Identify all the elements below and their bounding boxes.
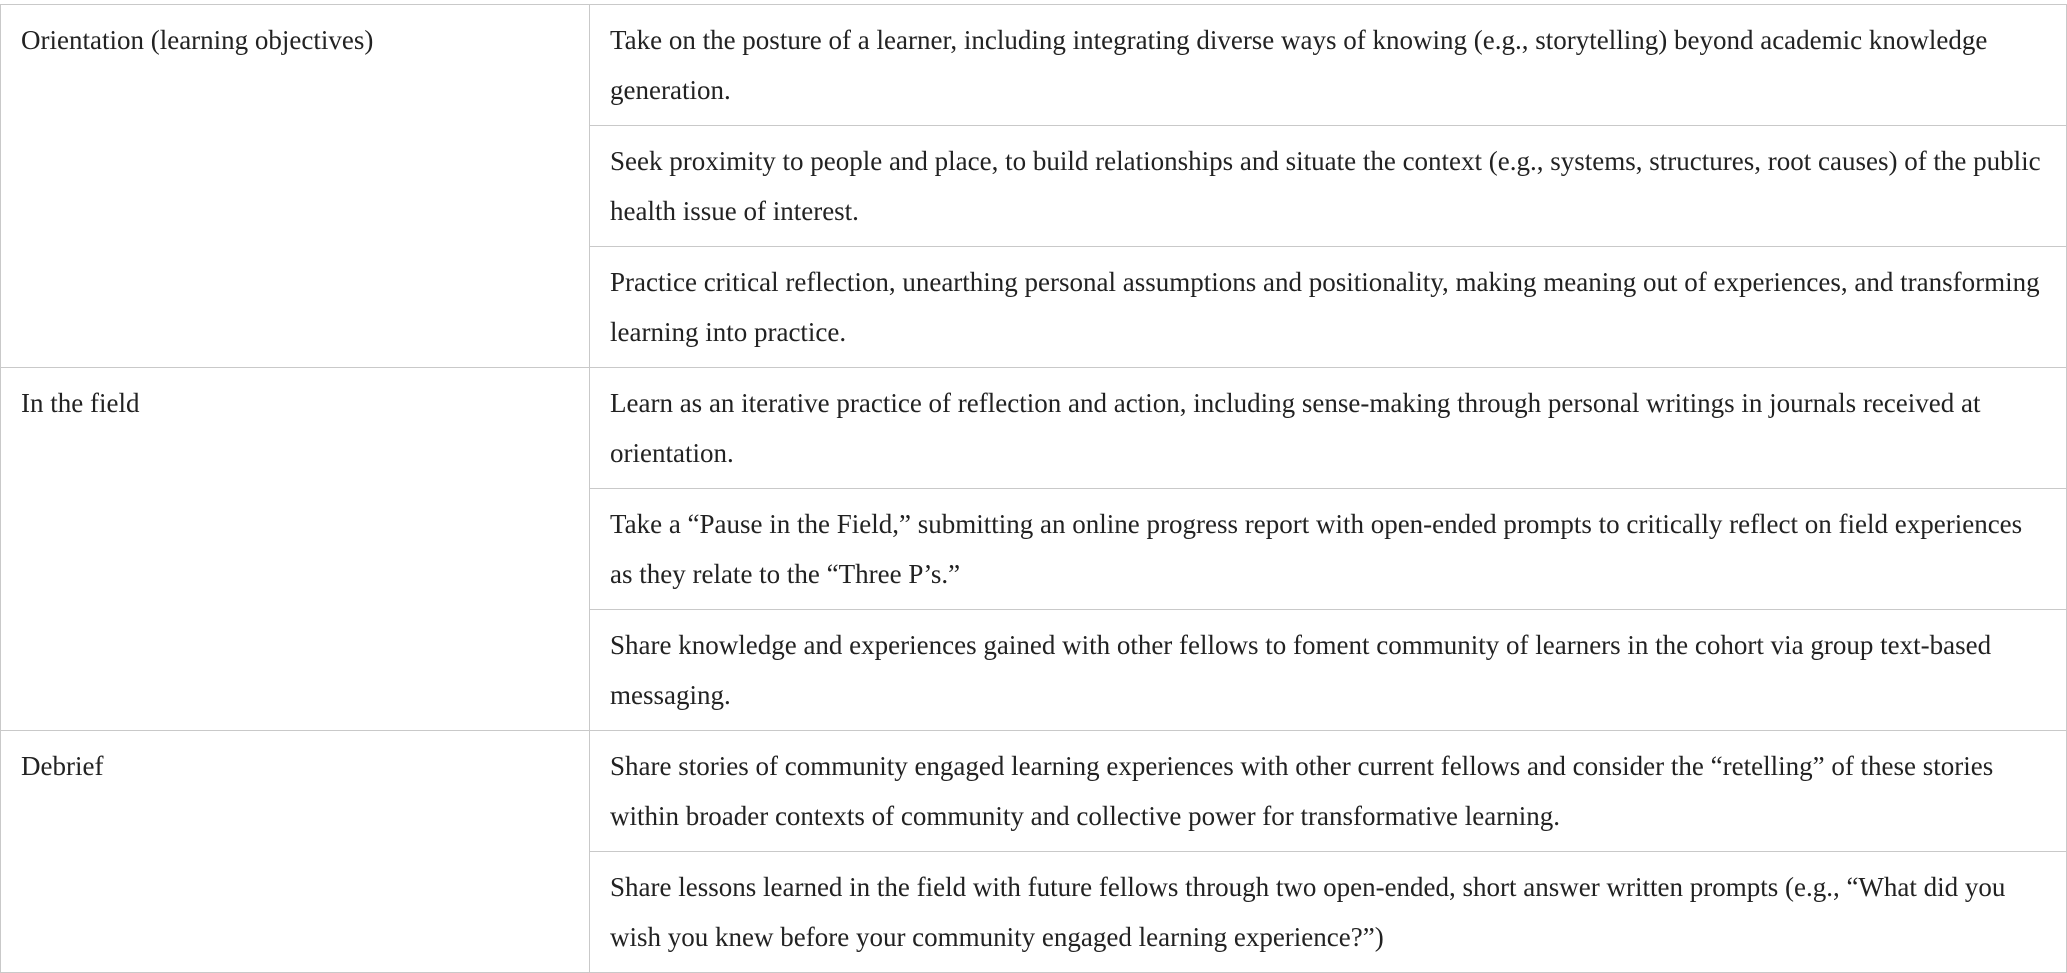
activity-cell: Take a “Pause in the Field,” submitting an online progress report with open-ended prompts to critically reflect on field experiences as they relate to the “Three P’s.” (590, 489, 2067, 610)
activity-cell: Learn as an iterative practice of reflection and action, including sense-making through personal writings in journals received at orientation. (590, 368, 2067, 489)
activity-cell: Practice critical reflection, unearthing personal assumptions and positionality, making meaning out of experiences, and transforming learning into practice. (590, 247, 2067, 368)
activity-cell: Share stories of community engaged learning experiences with other current fellows and consider the “retelling” of these stories within broader contexts of community and collective power for transformative learning. (590, 731, 2067, 852)
activity-cell: Seek proximity to people and place, to build relationships and situate the context (e.g., systems, structures, root causes) of the public health issue of interest. (590, 126, 2067, 247)
table-row (1, 5, 2067, 126)
activity-cell: Share knowledge and experiences gained with other fellows to foment community of learners in the cohort via group text-based messaging. (590, 610, 2067, 731)
table-row (1, 731, 2067, 852)
activity-cell: Take on the posture of a learner, including integrating diverse ways of knowing (e.g., storytelling) beyond academic knowledge generation. (590, 5, 2067, 126)
activity-cell: Share lessons learned in the field with future fellows through two open-ended, short answer written prompts (e.g., “What did you wish you knew before your community engaged learning experience?”) (590, 852, 2067, 973)
phase-cell-in-the-field: In the field (1, 368, 590, 731)
phase-cell-orientation: Orientation (learning objectives) (1, 5, 590, 368)
phase-cell-debrief: Debrief (1, 731, 590, 973)
table-row (1, 368, 2067, 489)
learning-phases-table (0, 4, 2067, 973)
